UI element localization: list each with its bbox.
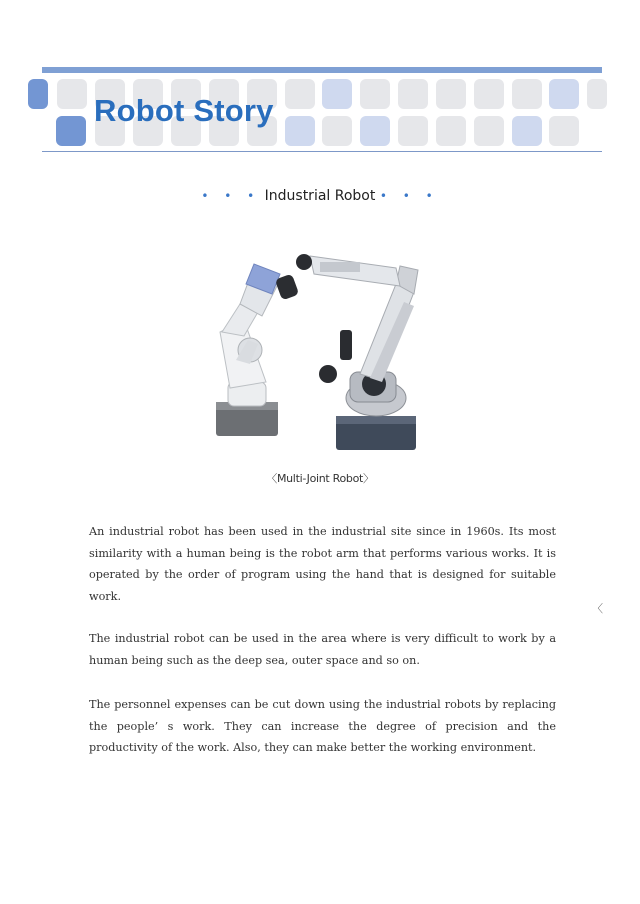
right-robot-arm [296, 254, 418, 450]
header-tile [587, 79, 607, 109]
header-tile [512, 79, 542, 109]
section-heading-text: Industrial Robot [264, 188, 376, 204]
body-paragraph: The industrial robot can be used in the area where is very difficult to work by a human being such as the deep sea, outer space and so on. [89, 632, 556, 667]
header-tile [512, 116, 542, 146]
decorative-dots-right: • • • [379, 189, 439, 203]
header-tile [360, 116, 390, 146]
header-tile [549, 79, 579, 109]
body-paragraph: An industrial robot has been used in the industrial site since in 1960s. Its most similarity with a human being is the robot arm that performs various works. It is operated by the order of program using the hand that is designed for suitable work. [89, 525, 556, 603]
header-tile [285, 79, 315, 109]
header-tile [360, 79, 390, 109]
header-top-rule [42, 67, 602, 73]
header-tile [57, 79, 87, 109]
figure-caption: 〈Multi-Joint Robot〉 [266, 472, 374, 485]
header-tile [549, 116, 579, 146]
page-header [0, 0, 640, 160]
header-tile [322, 79, 352, 109]
body-paragraph: The personnel expenses can be cut down using the industrial robots by replacing the people’ s work. They can increase the degree of precision and the productivity of the work. Also, they can make better the working environment. [89, 698, 556, 755]
header-bottom-rule [42, 151, 602, 152]
page-title: Robot Story [94, 93, 274, 128]
stray-bracket-mark: 〈 [592, 602, 603, 615]
header-tile [474, 79, 504, 109]
header-tile [56, 116, 86, 146]
header-tile [398, 116, 428, 146]
header-tile [474, 116, 504, 146]
header-tile [398, 79, 428, 109]
header-tile [322, 116, 352, 146]
robot-illustration [200, 232, 440, 458]
robot-arms-image [200, 232, 440, 458]
section-heading [0, 188, 640, 204]
header-tile [436, 79, 466, 109]
left-robot-arm [216, 264, 299, 436]
header-tile [285, 116, 315, 146]
header-tile [436, 116, 466, 146]
header-tile [28, 79, 48, 109]
decorative-dots-left: • • • [201, 189, 261, 203]
